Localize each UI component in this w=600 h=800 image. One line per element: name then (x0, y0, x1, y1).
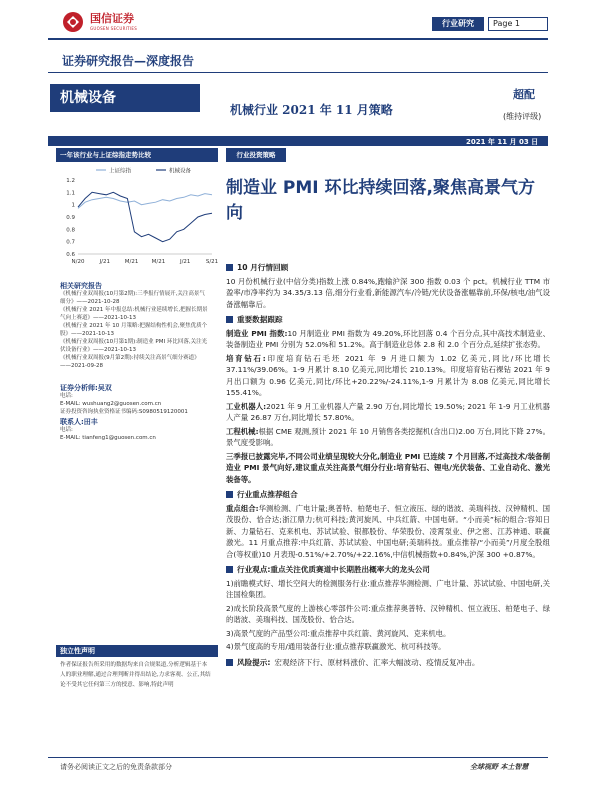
viewpoint-item: 2)成长阶段高景气度的上游核心零部件公司:重点推荐奥普特、汉钟精机、恒立液压、柏楚电子、绿的谐波、美瑞科技、国茂股份、恰合达。 (226, 603, 550, 624)
paragraph: 培育钻石:印度培育钻石毛坯 2021 年 9 月进口额为 1.02 亿美元,同比/环比增长 37.11%/39.06%。1-9 月累计 8.10 亿美元,同比增长 210.13%。印度培育钻石裸钻 2021 年 9 月出口额为 0.96 亿美元,同比/环比+20.22%/-24.11%,1-9 月累计为 8.08 亿美元,同比增长 155.41%。 (226, 353, 550, 397)
logo-text: 国信证券 (90, 12, 134, 25)
x-tick-label: M/21 (151, 259, 166, 265)
main-tag: 行业投资策略 (226, 148, 286, 162)
section-heading: 10 月行情回顾 (226, 262, 550, 274)
report-title: 机械行业 2021 年 11 月策略 (230, 103, 393, 117)
footer-slogan: 全球视野 本土智慧 (470, 763, 529, 771)
y-tick-label: 1 (71, 202, 75, 209)
y-tick-label: 0.7 (66, 239, 75, 246)
headline: 制造业 PMI 环比持续回落,聚焦高景气方向 (226, 178, 535, 223)
x-tick-label: J/21 (99, 259, 111, 265)
footer-note: 请务必阅读正文之后的免责条款部分 (60, 763, 172, 771)
x-tick-label: J/21 (179, 259, 191, 265)
x-tick-label: S/21 (205, 259, 218, 265)
y-tick-label: 0.9 (66, 215, 75, 221)
analyst-email[interactable]: E-MAIL: wushuang2@guosen.com.cn (60, 401, 162, 407)
paragraph: 工程机械:根据 CME 观测,预计 2021 年 10 月销售各类挖掘机(含出口)2.00 万台,同比下降 27%。景气度受影响。 (226, 426, 550, 447)
legend-label: 上证综指 (109, 168, 132, 175)
series-title: 证券研究报告—深度报告 (62, 54, 195, 68)
section-heading: 行业观点:重点关注优质赛道中长期胜出概率大的龙头公司 (226, 564, 550, 576)
industry-label: 机械设备 (50, 84, 200, 112)
paragraph: 重点组合:华测检测、广电计量;奥普特、柏楚电子、恒立液压、绿的谐波、美瑞科技、汉钟精机、国茂股份、恰合达;浙江鼎力;杭可科技;黄河旋风、中兵红箭、中国电研。“小而美”标的组合:容知日新、力量钻石、克来机电、苏试试验、银都股份、华荣股份、凌霄泵业、伊之密、江苏神通、联赢激光。11 月重点推荐:中兵红箭、苏试试验、中国电研;美瑞科技。重点推荐/“小而美”/月度全股组合(等权重)10 月表现-0.51%/+2.70%/+22.16%,中信机械指数+0.84%,沪深 300 +0.87%。 (226, 503, 550, 559)
risk-heading: 风险提示: 宏观经济下行、原材料涨价、汇率大幅波动、疫情反复冲击。 (226, 657, 550, 669)
summary-paragraph: 三季报已披露完毕,不同公司业绩呈现较大分化,制造业 PMI 已连续 7 个月回落,不过高技术/装备制造业 PMI 景气向好,建议重点关注高景气细分行业:培育钻石、锂电/光伏装备、工业自动化、激光装备等。 (226, 451, 550, 484)
bullet-icon (226, 491, 233, 498)
related-item[interactable]: 《机械行业双周报(10月第1期):制造业 PMI 环比回落,关注光伏设备行业》——2021-10-13 (60, 339, 208, 353)
trend-chart (56, 162, 218, 266)
y-tick-label: 0.8 (66, 227, 75, 234)
y-tick-label: 1.2 (66, 178, 75, 184)
disclaimer-heading: 独立性声明 (56, 645, 218, 657)
footer-divider (48, 757, 548, 758)
paragraph: 工业机器人:2021 年 9 月工业机器人产量 2.90 万台,同比增长 19.50%; 2021 年 1-9 月工业机器人产量 26.87 万台,同比增长 57.80%。 (226, 401, 550, 422)
contact-line: 电话: (60, 427, 73, 433)
analyst-line: 证券投资咨询执业资格证书编码:S0980519120001 (60, 409, 188, 415)
contact-name: 联系人:田丰 (60, 418, 98, 426)
bullet-icon (226, 316, 233, 323)
section-heading: 重要数据跟踪 (226, 314, 550, 326)
guosen-logo-icon (62, 11, 84, 33)
logo (62, 11, 137, 33)
viewpoint-item: 3)高景气度的产品型公司:重点推荐中兵红箭、黄河旋风、克来机电。 (226, 628, 451, 638)
header-tag: 行业研究 (432, 17, 484, 31)
legend-label: 机械设备 (169, 168, 192, 175)
report-date: 2021 年 11 月 03 日 (466, 138, 539, 146)
logo-subtext: GUOSEN SECURITIES (90, 26, 138, 31)
bullet-icon (226, 659, 233, 666)
viewpoint-item: 4)景气度高的专用/通用装备行业:重点推荐联赢激光、杭可科技等。 (226, 642, 446, 651)
main-content (226, 258, 550, 668)
related-item[interactable]: 《机械行业双周报(9月第2期):持续关注高景气细分赛道》——2021-09-28 (60, 355, 200, 369)
analyst-line: 电话: (60, 393, 73, 399)
paragraph: 10 月份机械行业(中信分类)指数上涨 0.84%,跑输沪深 300 指数 0.03 个 pct。机械行业 TTM 市盈率/市净率约为 34.35/3.13 倍,细分行业看,新能源汽车/冷链/光伏设备涨幅靠前,环保/核电/油气设备涨幅靠后。 (226, 276, 550, 309)
contact-email[interactable]: E-MAIL: tianfeng1@guosen.com.cn (60, 435, 156, 441)
y-tick-label: 1.1 (66, 190, 75, 197)
analyst-block (60, 384, 210, 442)
related-research (60, 282, 210, 370)
series-line (78, 194, 212, 209)
disclaimer-text: 作者保证报告所采用的数据均来自合规渠道,分析逻辑基于本人的职业理解,通过合理判断并得出结论,力求客观、公正,其结论不受其它任何第三方的授意、影响,特此声明 (60, 662, 211, 688)
bullet-icon (226, 264, 233, 271)
rating-note: (维持评级) (503, 112, 542, 121)
title-divider (48, 72, 548, 73)
paragraph: 制造业 PMI 指数:10 月制造业 PMI 指数为 49.20%,环比回落 0.4 个百分点,其中高技术制造业、装备制造业 PMI 分别为 52.0%和 51.2%。高于制造业总体 2.8 和 2.0 个百分点,延续扩张态势。 (226, 328, 550, 349)
related-item[interactable]: 《机械行业双周报(10月第2期):三季报行情展开,关注高景气细分》——2021-10-28 (60, 291, 205, 305)
x-tick-label: M/21 (124, 259, 139, 265)
series-line (78, 192, 212, 241)
related-item[interactable]: 《机械行业 2021 年中报总结:机械行业延续增长,把握长期景气向上赛道》——2021-10-13 (60, 307, 208, 321)
section-heading: 行业重点推荐组合 (226, 489, 550, 501)
header-divider (48, 38, 548, 40)
viewpoint-item: 1)前瞻模式好、增长空间大的检测服务行业:重点推荐华测检测、广电计量、苏试试验、中国电研,关注国检集团。 (226, 578, 550, 599)
trend-chart-svg (56, 162, 218, 266)
related-item[interactable]: 《机械行业 2021 年 10 月策略:把握结构性机会,聚焦优质个股》——2021-10-13 (60, 323, 208, 337)
related-title: 相关研究报告 (60, 282, 102, 290)
page-number: Page 1 (488, 17, 548, 31)
bullet-icon (226, 566, 233, 573)
chart-heading: 一年该行业与上证综指走势比较 (56, 148, 218, 162)
x-tick-label: N/20 (71, 259, 85, 265)
rating: 超配 (513, 88, 535, 101)
analyst-name: 证券分析师:吴双 (60, 384, 112, 392)
y-tick-label: 0.6 (66, 252, 75, 258)
